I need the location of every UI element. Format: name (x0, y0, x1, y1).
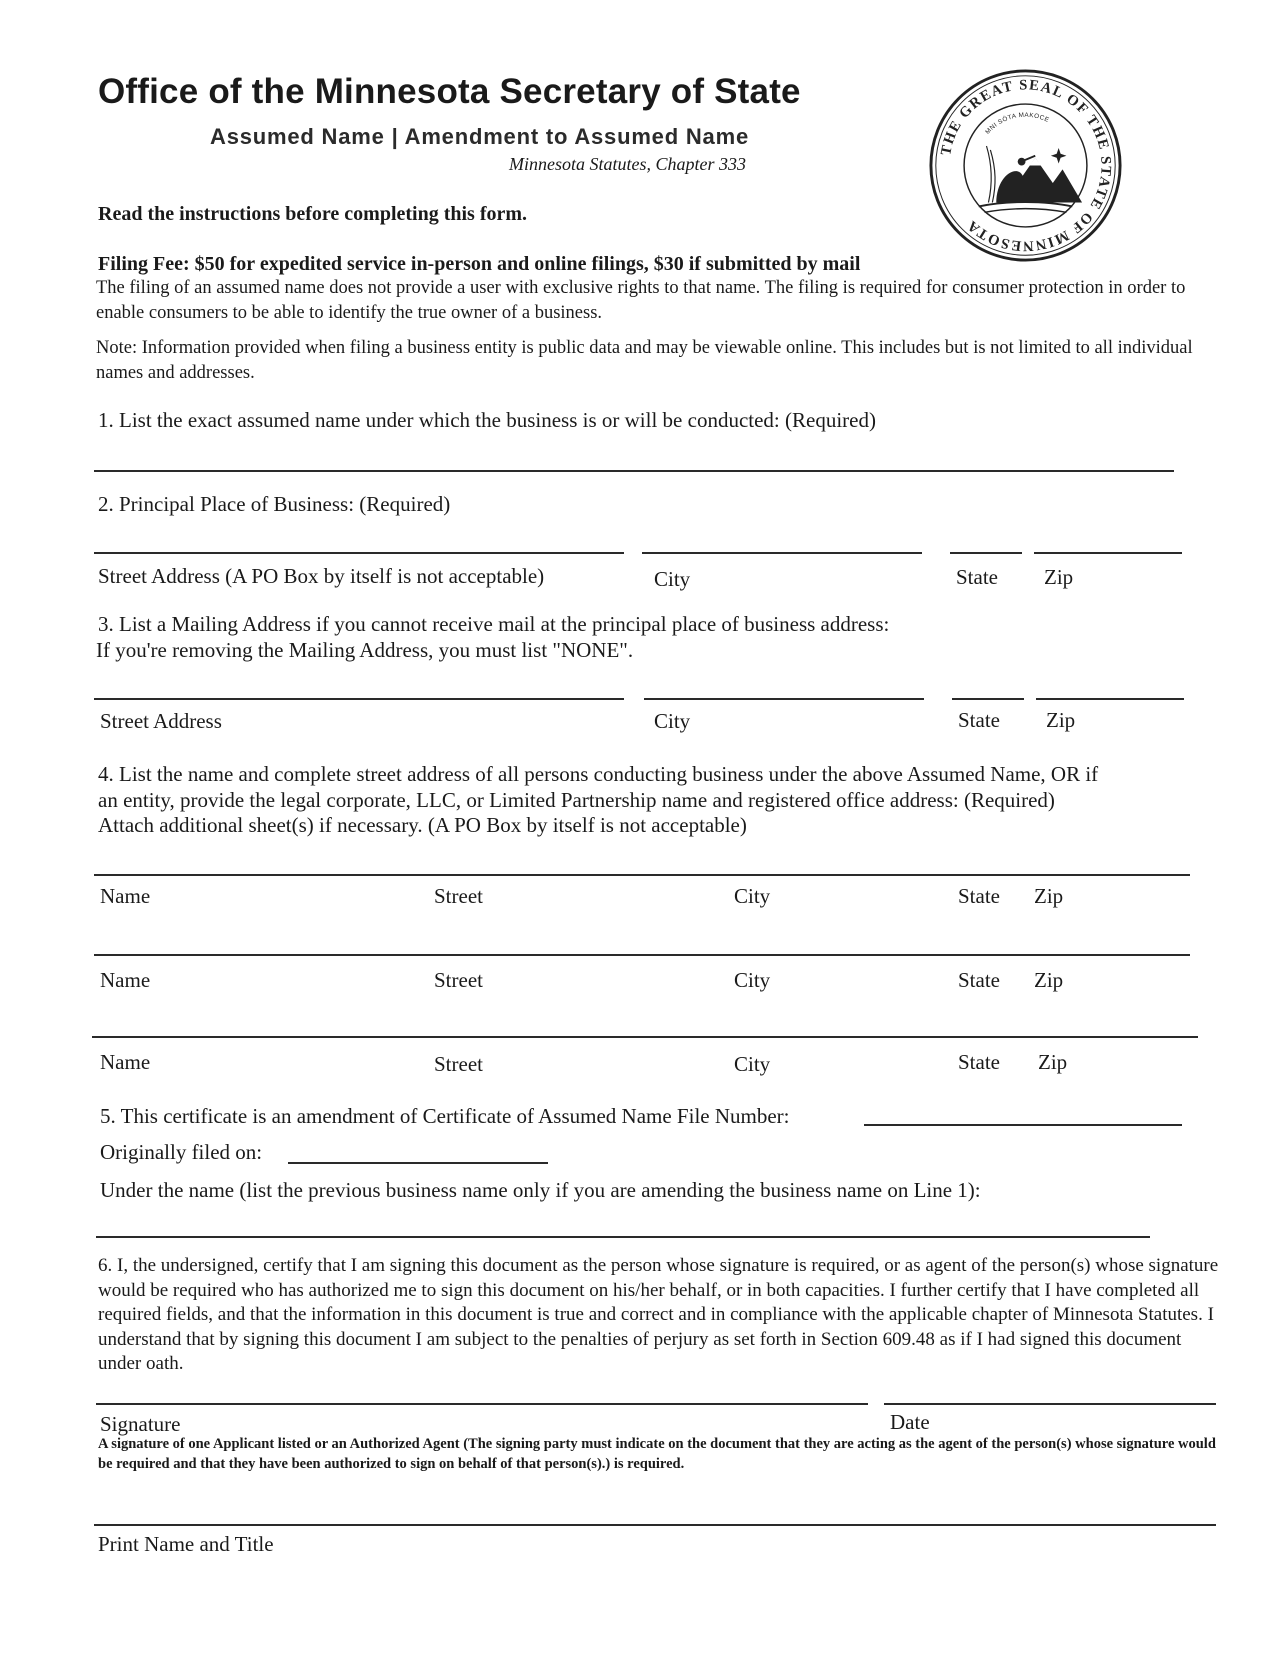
q4-label-line3: Attach additional sheet(s) if necessary. (A PO Box by itself is not acceptable) (98, 813, 747, 837)
svg-text:THE GREAT SEAL OF THE STATE OF: THE GREAT SEAL OF THE STATE OF MINNESOTA (938, 77, 1114, 254)
principal-street-field[interactable] (94, 552, 624, 554)
owner-city-label: City (734, 884, 771, 908)
owner-zip-label: Zip (1034, 968, 1064, 992)
date-label: Date (890, 1410, 930, 1434)
principal-zip-label: Zip (1044, 565, 1074, 589)
filing-fee: Filing Fee: $50 for expedited service in-person and online filings, $30 if submitted by mail (98, 253, 861, 275)
owner-row-2-field[interactable] (94, 954, 1190, 956)
q1-label: 1. List the exact assumed name under which the business is or will be conducted: (Required) (98, 408, 876, 432)
owner-city-label: City (734, 968, 771, 992)
q5-label: 5. This certificate is an amendment of Certificate of Assumed Name File Number: (100, 1104, 790, 1128)
mailing-zip-field[interactable] (1036, 698, 1184, 700)
q3-label-note: If you're removing the Mailing Address, you must list "NONE". (96, 638, 634, 662)
principal-city-label: City (654, 567, 691, 591)
principal-street-label: Street Address (A PO Box by itself is not acceptable) (98, 564, 545, 588)
assumed-name-field[interactable] (94, 470, 1174, 472)
svg-text:MNI SÓTA MAKOCE: MNI SÓTA MAKOCE (984, 111, 1051, 136)
mailing-city-label: City (654, 709, 691, 733)
owner-street-label: Street (434, 884, 483, 908)
certification-text: 6. I, the undersigned, certify that I am signing this document as the person whose signature is required, or as agent of the person(s) whose signature would be required who has authorized me to sign this document on his/her behalf, or in both capacities. I further certify that I have completed all required fields, and that the information in this document is true and correct and in compliance with the applicable chapter of Minnesota Statutes. I understand that by signing this document I am subject to the penalties of perjury as set forth in Section 609.48 as if I had signed this document under oath. (98, 1255, 1219, 1374)
owner-street-label: Street (434, 968, 483, 992)
mailing-city-field[interactable] (644, 698, 924, 700)
previous-name-field[interactable] (96, 1236, 1150, 1238)
owner-state-label: State (958, 884, 1000, 908)
signature-label: Signature (100, 1412, 181, 1436)
print-name-field[interactable] (94, 1524, 1216, 1526)
mailing-state-label: State (958, 708, 1000, 732)
page-subtitle: Assumed Name | Amendment to Assumed Name (210, 124, 749, 149)
owner-city-label: City (734, 1052, 771, 1076)
originally-filed-field[interactable] (288, 1162, 548, 1164)
signature-note: A signature of one Applicant listed or an Authorized Agent (The signing party must indicate on the document that they are acting as the agent of the person(s) whose signature would be required and that they have been authorized to sign on behalf of that person(s).) is required. (98, 1436, 1216, 1472)
previous-name-label: Under the name (list the previous business name only if you are amending the business name on Line 1): (100, 1178, 981, 1202)
state-seal-icon (928, 68, 1123, 263)
public-data-note: Note: Information provided when filing a business entity is public data and may be viewable online. This includes but is not limited to all individual names and addresses. (96, 338, 1193, 383)
principal-zip-field[interactable] (1034, 552, 1182, 554)
file-number-field[interactable] (864, 1124, 1182, 1126)
owner-zip-label: Zip (1034, 884, 1064, 908)
q4-label-line2: an entity, provide the legal corporate, LLC, or Limited Partnership name and registered office address: (Required) (98, 788, 1055, 812)
owner-name-label: Name (100, 1050, 151, 1074)
owner-state-label: State (958, 968, 1000, 992)
q3-label: 3. List a Mailing Address if you cannot receive mail at the principal place of business address: (98, 612, 890, 636)
signature-field[interactable] (96, 1403, 868, 1405)
disclaimer-text: The filing of an assumed name does not provide a user with exclusive rights to that name. The filing is required for consumer protection in order to enable consumers to be able to identify the true owner of a business. (96, 278, 1186, 323)
principal-state-label: State (956, 565, 998, 589)
q4-label: 4. List the name and complete street address of all persons conducting business under the above Assumed Name, OR if (98, 762, 1099, 786)
statute-reference: Minnesota Statutes, Chapter 333 (509, 154, 746, 174)
owner-street-label: Street (434, 1052, 483, 1076)
owner-row-3-field[interactable] (92, 1036, 1198, 1038)
owner-state-label: State (958, 1050, 1000, 1074)
print-name-label: Print Name and Title (98, 1532, 274, 1556)
instructions-note: Read the instructions before completing this form. (98, 203, 528, 225)
principal-city-field[interactable] (642, 552, 922, 554)
mailing-street-field[interactable] (94, 698, 624, 700)
mailing-state-field[interactable] (952, 698, 1024, 700)
mailing-zip-label: Zip (1046, 708, 1076, 732)
owner-name-label: Name (100, 884, 151, 908)
q2-label: 2. Principal Place of Business: (Required) (98, 492, 451, 516)
date-field[interactable] (884, 1403, 1216, 1405)
mailing-street-label: Street Address (100, 709, 222, 733)
principal-state-field[interactable] (950, 552, 1022, 554)
owner-name-label: Name (100, 968, 151, 992)
owner-zip-label: Zip (1038, 1050, 1068, 1074)
page-title: Office of the Minnesota Secretary of State (98, 72, 801, 111)
owner-row-1-field[interactable] (94, 874, 1190, 876)
originally-filed-label: Originally filed on: (100, 1140, 263, 1164)
